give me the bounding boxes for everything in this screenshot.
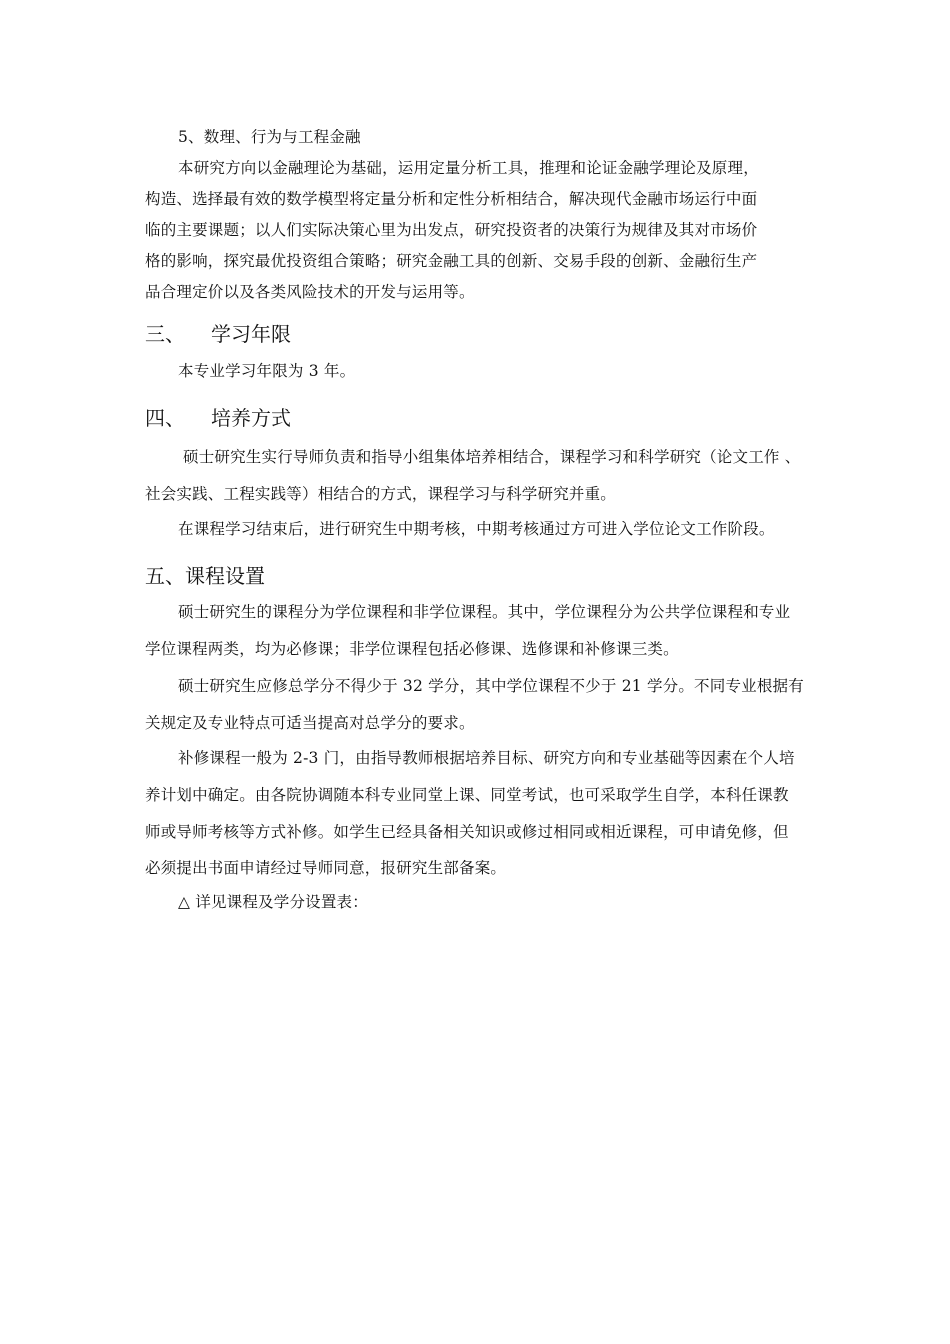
paragraph-line: 硕士研究生应修总学分不得少于 32 学分，其中学位课程不少于 21 学分。不同专业根据有 [178,677,804,695]
paragraph-line: 构造、选择最有效的数学模型将定量分析和定性分析相结合，解决现代金融市场运行中面 [145,190,758,208]
paragraph-line: 本研究方向以金融理论为基础，运用定量分析工具，推理和论证金融学理论及原理， [178,159,759,177]
paragraph-line: 必须提出书面申请经过导师同意，报研究生部备案。 [145,859,507,877]
paragraph-line: 在课程学习结束后，进行研究生中期考核，中期考核通过方可进入学位论文工作阶段。 [178,520,775,538]
paragraph-line: 社会实践、工程实践等）相结合的方式，课程学习与科学研究并重。 [145,485,617,503]
section-number: 四、 [145,406,185,430]
course-table-reference: △ 详见课程及学分设置表： [178,893,368,911]
paragraph-line: 格的影响，探究最优投资组合策略；研究金融工具的创新、交易手段的创新、金融衍生产 [145,252,758,270]
paragraph-line: 品合理定价以及各类风险技术的开发与运用等。 [145,283,475,301]
section-title: 培养方式 [211,406,291,430]
paragraph-line: 师或导师考核等方式补修。如学生已经具备相关知识或修过相同或相近课程，可申请免修，但 [145,823,789,841]
section-heading: 五、课程设置 [145,564,265,588]
paragraph-line: 关规定及专业特点可适当提高对总学分的要求。 [145,714,475,732]
section-number: 三、 [145,322,185,346]
paragraph-line: 学位课程两类，均为必修课；非学位课程包括必修课、选修课和补修课三类。 [145,640,679,658]
subsection-title: 5、数理、行为与工程金融 [178,128,361,146]
section-title: 学习年限 [211,322,291,346]
paragraph-line: 硕士研究生实行导师负责和指导小组集体培养相结合，课程学习和科学研究（论文工作 、 [183,448,801,466]
paragraph-line: 临的主要课题；以人们实际决策心里为出发点，研究投资者的决策行为规律及其对市场价 [145,221,758,239]
paragraph-line: 本专业学习年限为 3 年。 [178,362,356,380]
section-heading [145,321,291,347]
section-heading [145,405,291,431]
paragraph-line: 养计划中确定。由各院协调随本科专业同堂上课、同堂考试，也可采取学生自学，本科任课教 [145,786,789,804]
paragraph-line: 补修课程一般为 2-3 门，由指导教师根据培养目标、研究方向和专业基础等因素在个人培 [178,749,795,767]
paragraph-line: 硕士研究生的课程分为学位课程和非学位课程。其中，学位课程分为公共学位课程和专业 [178,603,791,621]
